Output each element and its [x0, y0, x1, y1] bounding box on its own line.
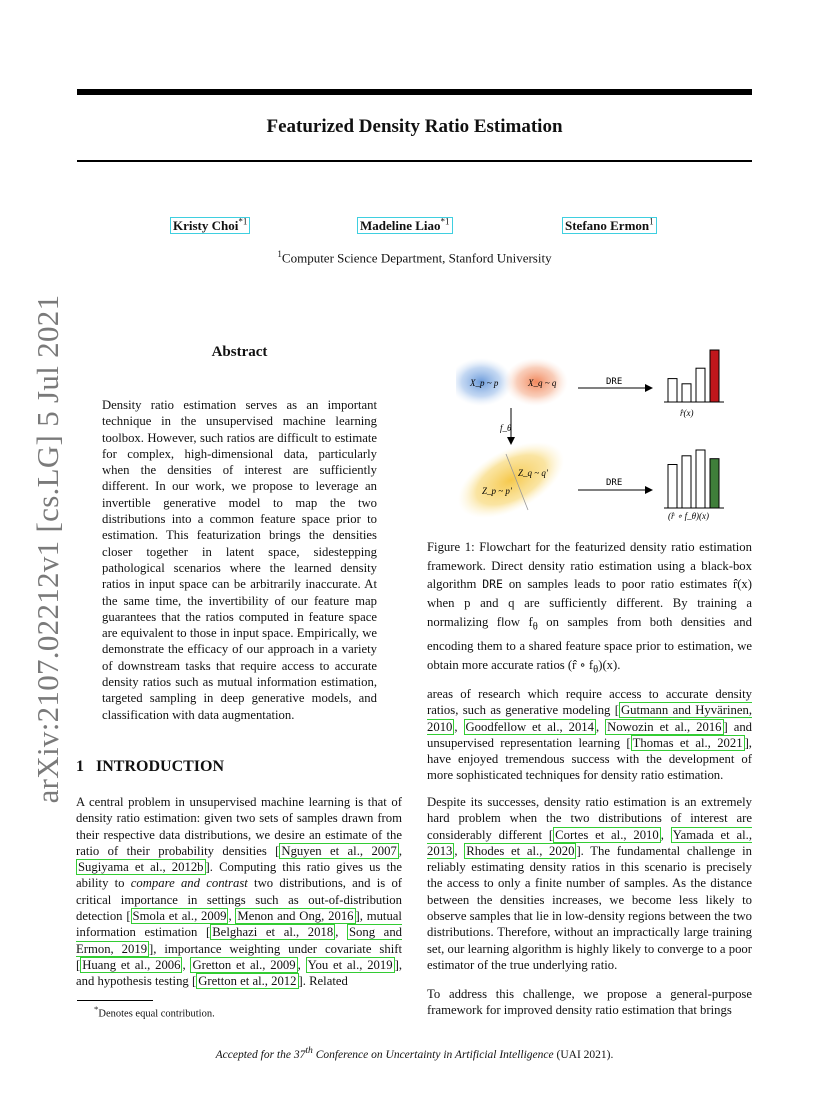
abstract-text: Density ratio estimation serves as an important technique in the unsupervised machine learning toolbox. However, such ratios are difficult to estimate for complex, high-dimensional data, particularly when the densities of interest are sufficiently different. In our work, we propose to leverage an invertible generative model to map the two distributions into a common feature space prior to estimation. This featurization brings the densities closer together in latent space, sidestepping pathological scenarios where the learned density ratios in input space can be arbitrarily inaccurate. At the same time, the invertibility of our feature map guarantees that the ratios computed in feature space are equivalent to those in input space. Empirically, we demonstrate the efficacy of our approach in a variety of downstream tasks that require access to accurate density ratios such as mutual information estimation, targeted sampling in deep generative models, and classification with data augmentation.	[102, 398, 377, 722]
intro-paragraph-right-3: To address this challenge, we propose a general-purpose framework for improved density ratio estimation that brings	[427, 987, 752, 1018]
zq-label: Z_q ~ q'	[518, 468, 548, 478]
citation[interactable]: Cortes et al., 2010	[555, 827, 659, 842]
footnote-rule	[77, 1000, 153, 1001]
ratio-bar-bottom-3	[696, 450, 705, 508]
footnote: *Denotes equal contribution.	[94, 1004, 215, 1020]
citation[interactable]: Yamada et al., 2013	[427, 827, 752, 858]
author-kristy-choi[interactable]: Kristy Choi$^{*1}$	[170, 217, 250, 234]
author-stefano-ermon[interactable]: Stefano Ermon$^1$	[562, 217, 657, 234]
citation[interactable]: Belghazi et al., 2018	[212, 925, 334, 940]
citation[interactable]: Menon and Ong, 2016	[237, 909, 354, 924]
r-hat-composed-label: (r̂ ∘ f_θ)(x)	[668, 511, 710, 521]
citation[interactable]: Huang et al., 2006	[82, 957, 181, 972]
dre-label-top: DRE	[606, 377, 623, 387]
xp-label: X_p ~ p	[470, 378, 499, 388]
latent-density-blob	[456, 426, 576, 524]
r-hat-label: r̂(x)	[680, 408, 694, 418]
top-rule	[77, 89, 752, 95]
citation[interactable]: Sugiyama et al., 2012b	[78, 860, 204, 875]
citation[interactable]: You et al., 2019	[307, 957, 393, 972]
ratio-bar-bottom-1	[668, 465, 677, 509]
title-rule	[77, 160, 752, 162]
ratio-bar-bottom-4	[710, 459, 719, 508]
citation[interactable]: Song and Ermon, 2019	[76, 925, 403, 956]
affiliation: $^1$Computer Science Department, Stanford University	[277, 249, 552, 266]
flow-label: f_θ	[500, 423, 512, 433]
abstract-heading: Abstract	[211, 344, 268, 360]
venue-footer: Accepted for the 37th Conference on Uncertainty in Artificial Intelligence (UAI 2021).	[215, 1045, 614, 1061]
zp-label: Z_p ~ p'	[482, 486, 512, 496]
ratio-bar-top-3	[696, 368, 705, 402]
intro-paragraph-left: A central problem in unsupervised machine learning is that of density ratio estimation: given two sets of samples drawn from their respective data distributions, we desire an estimate of the ratio of their probability densities [ Nguyen et al., 2007 , Sugiyama et al., 2012b ]. Computing this ratio gives us the ability to compare and contrast two distributions, and is of critical importance in settings such as out-of-distribution detection [ Smola et al., 2009 , Menon and Ong, 2016 ], mutual information estimation [ Belghazi et al., 2018 , Song and Ermon, 2019 ], importance weighting under covariate shift [ Huang et al., 2006 , Gretton et al., 2009 , You et al., 2019 ], and hypothesis testing [ Gretton et al., 2012 ]. Related	[76, 795, 403, 989]
ratio-bar-top-4	[710, 350, 719, 402]
dre-label-bottom: DRE	[606, 478, 623, 488]
citation[interactable]: Rhodes et al., 2020	[466, 843, 575, 858]
ratio-bar-bottom-2	[682, 456, 691, 508]
citation[interactable]: Thomas et al., 2021	[632, 735, 743, 750]
citation[interactable]: Goodfellow et al., 2014	[465, 719, 594, 734]
citation[interactable]: Smola et al., 2009	[132, 909, 227, 924]
author-madeline-liao[interactable]: Madeline Liao$^{*1}$	[357, 217, 453, 234]
flowchart-figure	[456, 344, 756, 524]
intro-paragraph-right-2: Despite its successes, density ratio estimation is an extremely hard problem when the two distributions of interest are considerably different [ Cortes et al., 2010 , Yamada et al., 2013 , Rhodes et al., 2020 ]. The fundamental challenge in reliably estimating density ratios in this scenario is precisely the access to only a finite number of samples. As the distance between the densities increases, we become less likely to observe samples that lie in low-density regions between the two distributions. Therefore, without an impractically large training set, our learning algorithm is highly likely to converge to a poor estimator of the true underlying ratio.	[427, 795, 752, 972]
citation[interactable]: Gretton et al., 2012	[198, 974, 297, 989]
citation[interactable]: Nguyen et al., 2007	[281, 843, 397, 858]
paper-title: Featurized Density Ratio Estimation	[266, 116, 563, 137]
citation[interactable]: Gutmann and Hyvärinen, 2010	[427, 703, 752, 734]
section-heading: 1 INTRODUCTION	[76, 758, 225, 775]
ratio-bars-bottom	[664, 450, 724, 508]
citation[interactable]: Nowozin et al., 2016	[607, 719, 722, 734]
ratio-bar-top-1	[668, 379, 677, 402]
ratio-bar-top-2	[682, 384, 691, 402]
xq-label: X_q ~ q	[528, 378, 557, 388]
figure-caption: Figure 1: Flowchart for the featurized density ratio estimation framework. Direct density ratio estimation using a black-box algorithm DRE on samples leads to poor ratio estimates r̂(x) when p and q are sufficiently different. By training a normalizing flow $f_\theta$ on samples from both densities and encoding them to a shared feature space prior to estimation, we obtain more accurate ratios (r̂ ∘ $f_\theta)(x)$.	[427, 540, 752, 676]
intro-paragraph-right-1: areas of research which require access to accurate density ratios, such as generative modeling [ Gutmann and Hyvärinen, 2010 , Goodfellow et al., 2014 , Nowozin et al., 2016 ] and unsupervised representation learning [ Thomas et al., 2021 ], have enjoyed tremendous success with the development of more sophisticated techniques for density ratio estimation.	[427, 687, 753, 783]
ratio-bars-top	[664, 350, 724, 402]
citation[interactable]: Gretton et al., 2009	[192, 957, 296, 972]
